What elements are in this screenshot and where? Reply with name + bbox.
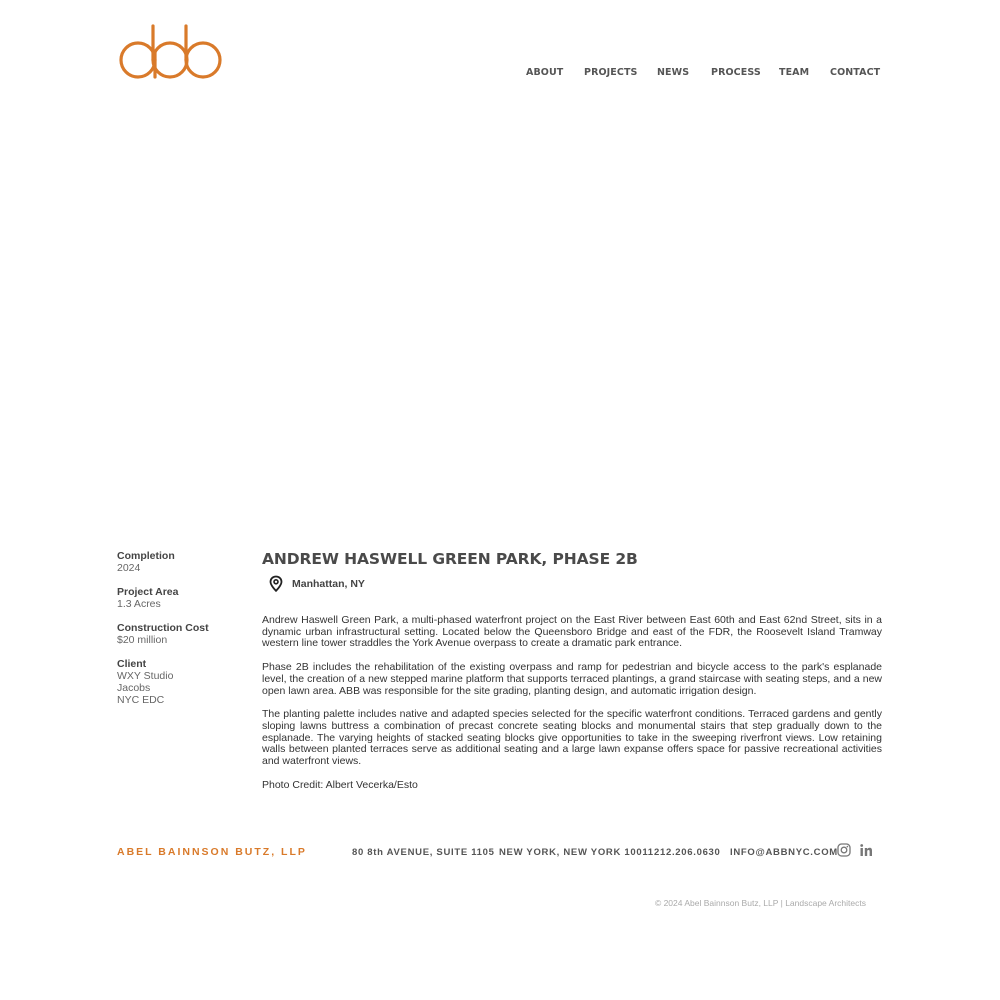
map-pin-icon (268, 575, 284, 592)
nav-projects[interactable]: PROJECTS (584, 67, 638, 78)
meta-label: Completion (117, 550, 175, 562)
meta-client (117, 658, 247, 706)
description-paragraph: Phase 2B includes the rehabilitation of the existing overpass and ramp for pedestrian and bicycle access to the park's esplanade level, the creation of a new stepped marine platform that supports terraced plantings, a grand staircase with seating steps, and a new open lawn area. ABB was responsible for the site grading, planting design, and automatic irrigation design. (262, 661, 882, 697)
meta-value: WXY Studio (117, 670, 174, 682)
meta-project-area (117, 586, 247, 610)
meta-value: 2024 (117, 562, 141, 574)
meta-construction-cost (117, 622, 247, 646)
instagram-icon[interactable] (837, 843, 851, 857)
meta-label: Project Area (117, 586, 179, 598)
nav-team[interactable]: TEAM (779, 67, 810, 78)
description-paragraph: Andrew Haswell Green Park, a multi-phased waterfront project on the East River between East 60th and East 62nd Street, sits in a dynamic urban infrastructural setting. Located below the Queensboro Bridge and east of the FDR, the Roosevelt Island Tramway western line tower straddles the York Avenue overpass to create a dramatic park entrance. (262, 614, 882, 650)
project-description (262, 615, 882, 803)
footer-firm-name: ABEL BAINNSON BUTZ, LLP (117, 846, 307, 858)
description-paragraph: The planting palette includes native and adapted species selected for the specific waterfront conditions. Terraced gardens and gently sloping lawns buttress a combination of precast concrete seating blocks and monumental stairs that step gradually down to the esplanade. The varying heights of stacked seating blocks give opportunities to take in the sweeping riverfront views. Low retaining walls between planted terraces serve as additional seating and a large lawn expanse offers space for passive recreational activities and waterfront views. (262, 708, 882, 768)
meta-label: Construction Cost (117, 622, 209, 634)
nav-contact[interactable]: CONTACT (830, 67, 881, 78)
meta-label: Client (117, 658, 147, 670)
main-nav (0, 67, 1000, 81)
project-location: Manhattan, NY (292, 578, 365, 590)
meta-value: NYC EDC (117, 694, 165, 706)
project-meta (117, 550, 247, 718)
footer-email[interactable]: INFO@ABBNYC.COM (730, 847, 838, 858)
nav-news[interactable]: NEWS (657, 67, 690, 78)
footer-city: NEW YORK, NEW YORK 10011 (499, 847, 654, 858)
project-title: ANDREW HASWELL GREEN PARK, PHASE 2B (262, 550, 638, 568)
linkedin-icon[interactable] (859, 843, 873, 857)
meta-value: Jacobs (117, 682, 151, 694)
nav-about[interactable]: ABOUT (526, 67, 564, 78)
meta-value: $20 million (117, 634, 168, 646)
copyright-text: © 2024 Abel Bainnson Butz, LLP | Landscape Architects (654, 898, 866, 908)
footer-phone[interactable]: 212.206.0630 (654, 847, 721, 858)
meta-value: 1.3 Acres (117, 598, 161, 610)
footer-address: 80 8th AVENUE, SUITE 1105 (352, 847, 495, 858)
meta-completion (117, 550, 247, 574)
photo-credit: Photo Credit: Albert Vecerka/Esto (262, 778, 418, 791)
nav-process[interactable]: PROCESS (711, 67, 761, 78)
